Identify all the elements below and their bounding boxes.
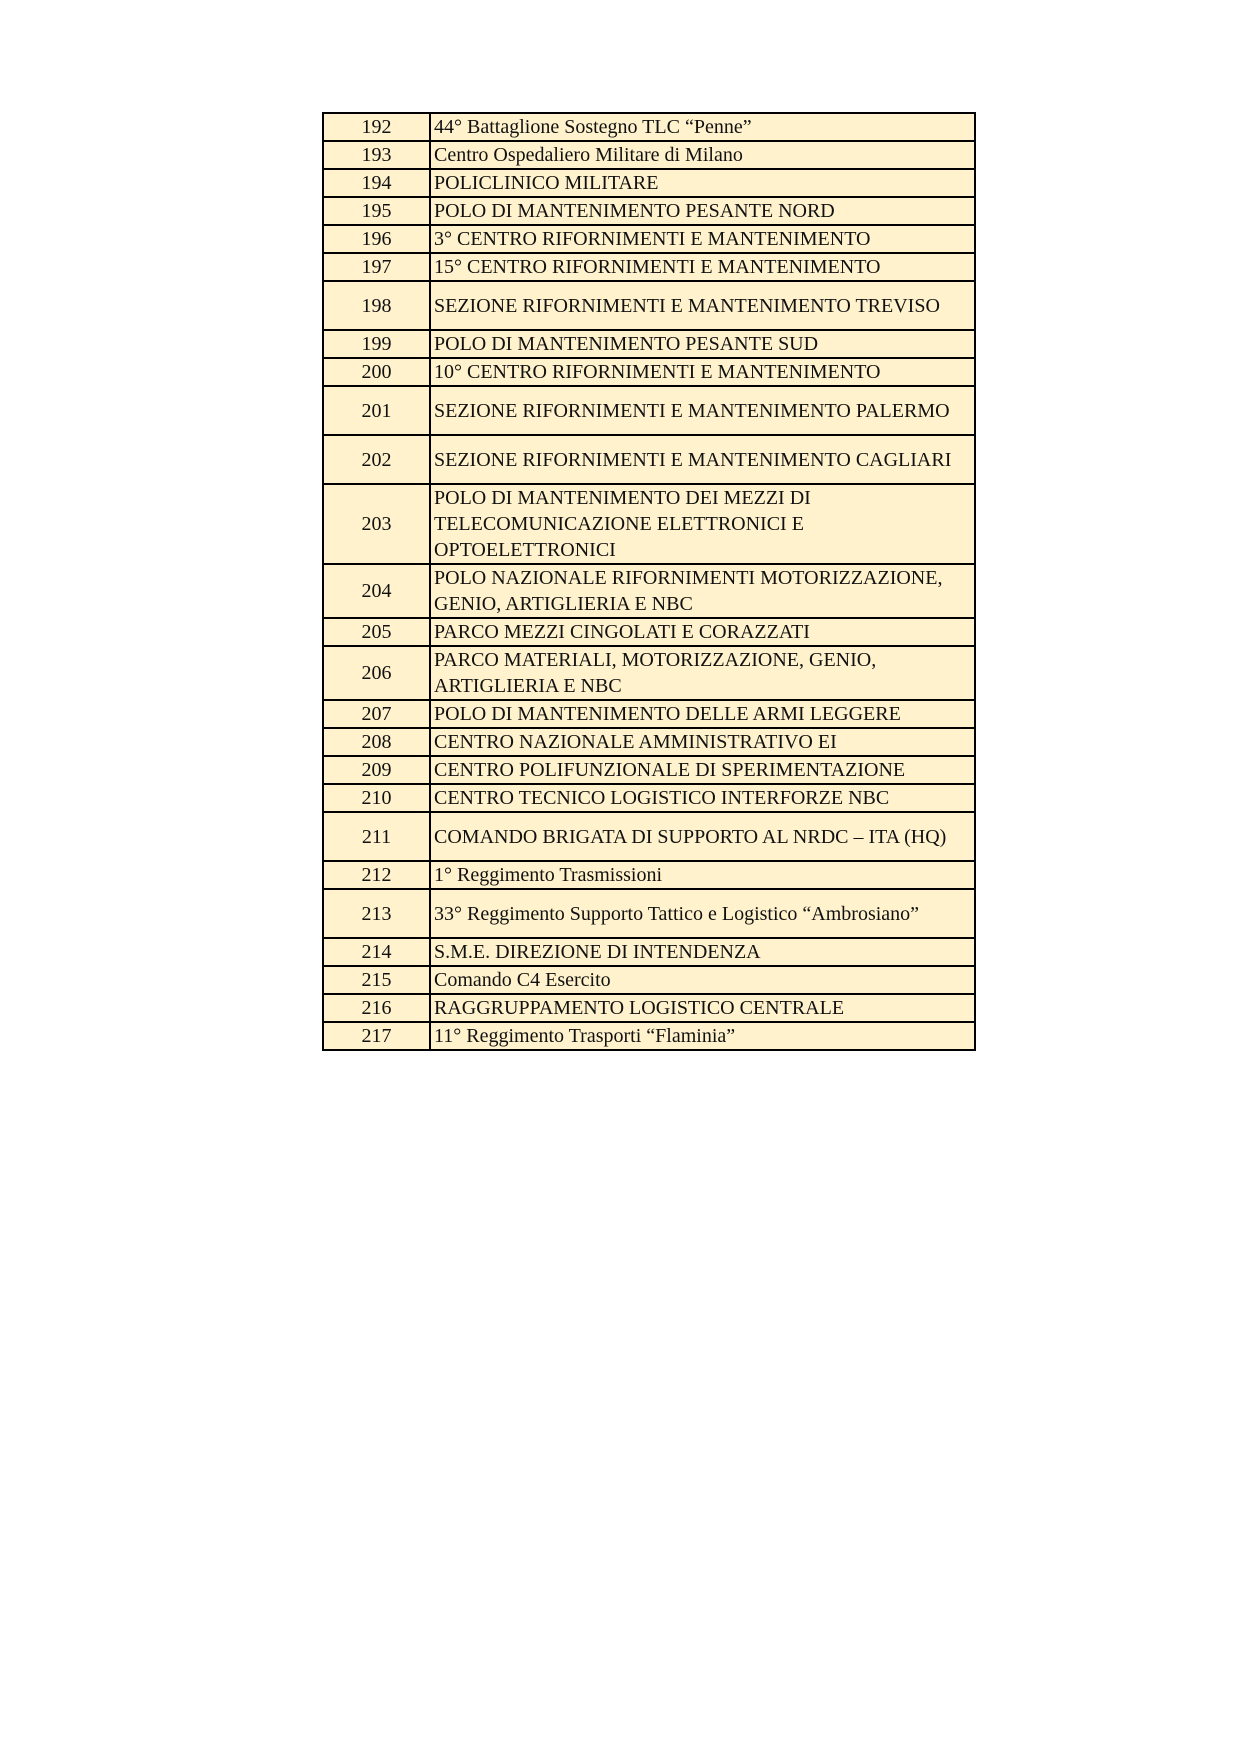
unit-name: POLO DI MANTENIMENTO DELLE ARMI LEGGERE xyxy=(430,700,975,728)
row-number: 200 xyxy=(323,358,430,386)
unit-name: SEZIONE RIFORNIMENTI E MANTENIMENTO PALERMO xyxy=(430,386,975,435)
unit-name: CENTRO TECNICO LOGISTICO INTERFORZE NBC xyxy=(430,784,975,812)
table-row xyxy=(323,618,975,646)
row-number: 203 xyxy=(323,484,430,564)
table-row xyxy=(323,646,975,700)
unit-name: Comando C4 Esercito xyxy=(430,966,975,994)
table-row xyxy=(323,281,975,330)
unit-name: PARCO MEZZI CINGOLATI E CORAZZATI xyxy=(430,618,975,646)
unit-name: 3° CENTRO RIFORNIMENTI E MANTENIMENTO xyxy=(430,225,975,253)
row-number: 208 xyxy=(323,728,430,756)
unit-name: 11° Reggimento Trasporti “Flaminia” xyxy=(430,1022,975,1050)
table-row xyxy=(323,253,975,281)
row-number: 209 xyxy=(323,756,430,784)
table-row xyxy=(323,1022,975,1050)
row-number: 215 xyxy=(323,966,430,994)
table-row xyxy=(323,386,975,435)
row-number: 192 xyxy=(323,113,430,141)
table-row xyxy=(323,889,975,938)
row-number: 201 xyxy=(323,386,430,435)
units-table-body xyxy=(323,113,975,1050)
table-row xyxy=(323,728,975,756)
table-row xyxy=(323,756,975,784)
row-number: 216 xyxy=(323,994,430,1022)
unit-name: 44° Battaglione Sostegno TLC “Penne” xyxy=(430,113,975,141)
row-number: 212 xyxy=(323,861,430,889)
table-row xyxy=(323,700,975,728)
unit-name: SEZIONE RIFORNIMENTI E MANTENIMENTO TREVISO xyxy=(430,281,975,330)
table-row xyxy=(323,484,975,564)
unit-name: 33° Reggimento Supporto Tattico e Logistico “Ambrosiano” xyxy=(430,889,975,938)
unit-name: 1° Reggimento Trasmissioni xyxy=(430,861,975,889)
unit-name: POLO DI MANTENIMENTO PESANTE SUD xyxy=(430,330,975,358)
table-row xyxy=(323,435,975,484)
row-number: 193 xyxy=(323,141,430,169)
unit-name: POLO DI MANTENIMENTO PESANTE NORD xyxy=(430,197,975,225)
unit-name: POLO NAZIONALE RIFORNIMENTI MOTORIZZAZIONE, GENIO, ARTIGLIERIA E NBC xyxy=(430,564,975,618)
row-number: 217 xyxy=(323,1022,430,1050)
table-row xyxy=(323,784,975,812)
row-number: 196 xyxy=(323,225,430,253)
unit-name: PARCO MATERIALI, MOTORIZZAZIONE, GENIO, ARTIGLIERIA E NBC xyxy=(430,646,975,700)
row-number: 210 xyxy=(323,784,430,812)
row-number: 207 xyxy=(323,700,430,728)
table-row xyxy=(323,169,975,197)
table-row xyxy=(323,113,975,141)
unit-name: Centro Ospedaliero Militare di Milano xyxy=(430,141,975,169)
table-row xyxy=(323,225,975,253)
unit-name: CENTRO POLIFUNZIONALE DI SPERIMENTAZIONE xyxy=(430,756,975,784)
row-number: 204 xyxy=(323,564,430,618)
row-number: 194 xyxy=(323,169,430,197)
row-number: 195 xyxy=(323,197,430,225)
units-table xyxy=(322,112,976,1051)
row-number: 213 xyxy=(323,889,430,938)
row-number: 199 xyxy=(323,330,430,358)
table-row xyxy=(323,141,975,169)
row-number: 198 xyxy=(323,281,430,330)
table-row xyxy=(323,358,975,386)
row-number: 214 xyxy=(323,938,430,966)
table-row xyxy=(323,994,975,1022)
table-row xyxy=(323,938,975,966)
unit-name: SEZIONE RIFORNIMENTI E MANTENIMENTO CAGLIARI xyxy=(430,435,975,484)
unit-name: CENTRO NAZIONALE AMMINISTRATIVO EI xyxy=(430,728,975,756)
unit-name: COMANDO BRIGATA DI SUPPORTO AL NRDC – ITA (HQ) xyxy=(430,812,975,861)
unit-name: POLO DI MANTENIMENTO DEI MEZZI DI TELECOMUNICAZIONE ELETTRONICI E OPTOELETTRONICI xyxy=(430,484,975,564)
row-number: 205 xyxy=(323,618,430,646)
unit-name: S.M.E. DIREZIONE DI INTENDENZA xyxy=(430,938,975,966)
row-number: 211 xyxy=(323,812,430,861)
unit-name: 15° CENTRO RIFORNIMENTI E MANTENIMENTO xyxy=(430,253,975,281)
unit-name: POLICLINICO MILITARE xyxy=(430,169,975,197)
table-row xyxy=(323,966,975,994)
unit-name: RAGGRUPPAMENTO LOGISTICO CENTRALE xyxy=(430,994,975,1022)
table-row xyxy=(323,564,975,618)
table-row xyxy=(323,197,975,225)
table-row xyxy=(323,861,975,889)
unit-name: 10° CENTRO RIFORNIMENTI E MANTENIMENTO xyxy=(430,358,975,386)
table-row xyxy=(323,812,975,861)
row-number: 202 xyxy=(323,435,430,484)
row-number: 206 xyxy=(323,646,430,700)
row-number: 197 xyxy=(323,253,430,281)
table-row xyxy=(323,330,975,358)
